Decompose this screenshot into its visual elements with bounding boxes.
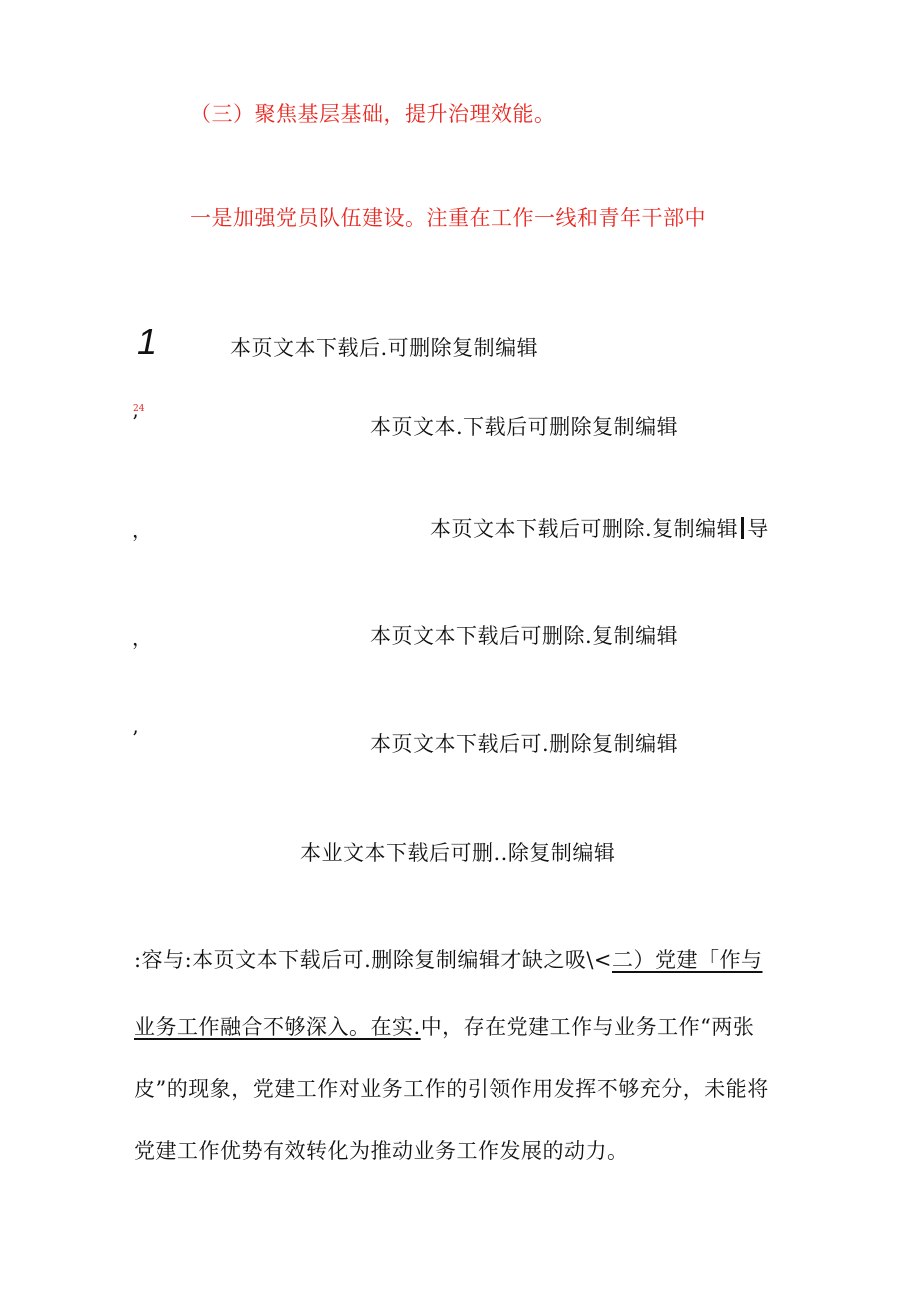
repeat-line-1: 本页文本下载后.可删除复制编辑 — [230, 336, 539, 360]
superscript-number: 24 — [133, 404, 145, 414]
paragraph-line-2-underlined: 业务工作融合不够深入。在实. — [134, 1015, 421, 1039]
paragraph-line-1 — [134, 945, 784, 975]
paragraph-line-2-rest: 中，存在党建工作与业务工作“两张 — [420, 1015, 755, 1039]
repeat-line-3-text: 本页文本下载后可删除.复制编辑 — [430, 517, 739, 541]
vertical-bar-mark — [741, 517, 744, 539]
paragraph-line-4: 党建工作优势有效转化为推动业务工作发展的动力。 — [134, 1139, 629, 1163]
repeat-line-4: 本页文本下载后可删除.复制编辑 — [370, 624, 679, 648]
repeat-line-3 — [430, 514, 769, 544]
paragraph-line-3: 皮”的现象，党建工作对业务工作的引领作用发挥不够充分，未能将 — [134, 1077, 769, 1101]
repeat-line-3-suffix: 导 — [747, 517, 769, 541]
paragraph-line-1-underlined: 二）党建「作与 — [612, 948, 763, 972]
comma-mark: ， — [132, 626, 153, 650]
apostrophe-mark: ’ — [132, 726, 139, 750]
comma-mark: ， — [132, 518, 153, 542]
repeat-line-6: 本业文本下载后可删..除复制编辑 — [300, 841, 616, 865]
red-text-line: 一是加强党员队伍建设。注重在工作一线和青年干部中 — [190, 206, 706, 230]
apostrophe-mark: ’ — [132, 410, 139, 434]
item-number: 1 — [137, 321, 158, 362]
repeat-line-5: 本页文本下载后可.删除复制编辑 — [370, 732, 679, 756]
section-heading: （三）聚焦基层基础，提升治理效能。 — [190, 102, 556, 126]
repeat-line-2: 本页文本.下载后可删除复制编辑 — [370, 415, 679, 439]
paragraph-line-1-prefix: :容与:本页文本下载后可.删除复制编辑才缺之吸\< — [134, 948, 612, 972]
paragraph-line-2 — [134, 1012, 784, 1042]
